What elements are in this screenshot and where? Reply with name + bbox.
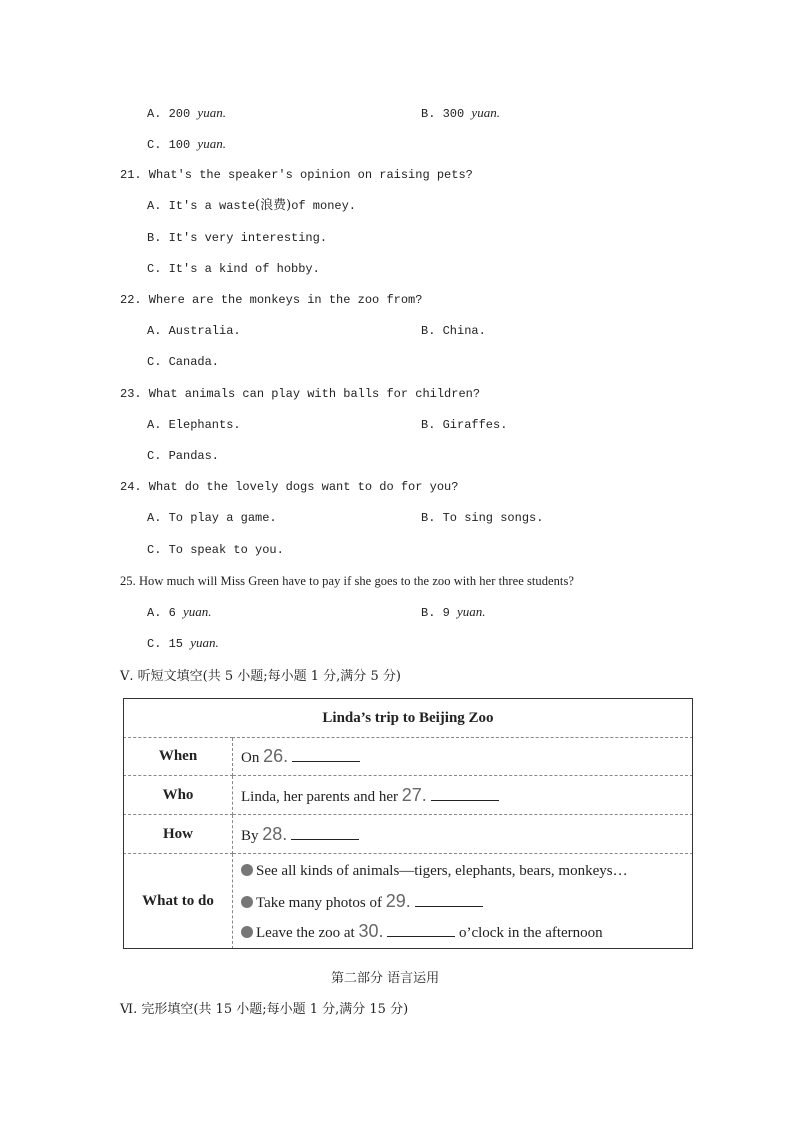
question-22: 22. Where are the monkeys in the zoo from? — [120, 293, 423, 307]
table-title: Linda’s trip to Beijing Zoo — [124, 699, 693, 738]
table-row — [124, 776, 693, 815]
blank-number: 30. — [358, 921, 384, 941]
answer-blank — [292, 747, 360, 762]
row-value-when: On 26. — [233, 738, 693, 776]
option-a: A. To play a game. — [147, 511, 277, 525]
blank-number: 26. — [263, 746, 289, 766]
table-row — [124, 815, 693, 854]
option-c: C. It's a kind of hobby. — [147, 262, 320, 276]
option-a: A. 6 yuan. — [147, 604, 212, 620]
option-a: A. It's a waste(浪费)of money. — [147, 198, 356, 213]
row-value-how: By 28. — [233, 815, 693, 854]
option-c: C. 15 yuan. — [147, 635, 219, 651]
row-label-who: Who — [124, 776, 233, 815]
trip-table — [123, 698, 693, 949]
blank-number: 27. — [401, 784, 427, 805]
option-b: B. 300 yuan. — [421, 105, 500, 121]
part-heading: 第二部分 语言运用 — [331, 971, 440, 986]
blank-number: 28. — [262, 823, 288, 844]
row-label-what-to-do: What to do — [124, 854, 233, 949]
question-25: 25. How much will Miss Green have to pay if she goes to the zoo with her three students? — [120, 574, 574, 588]
bullet-icon — [241, 926, 253, 938]
row-label-when: When — [124, 738, 233, 776]
answer-blank — [291, 825, 359, 840]
todo-item: Take many photos of 29. — [241, 886, 684, 916]
option-c: C. 100 yuan. — [147, 136, 226, 152]
todo-item: See all kinds of animals—tigers, elephants, bears, monkeys… — [241, 856, 684, 886]
answer-blank — [431, 786, 499, 801]
row-value-what-to-do — [233, 854, 693, 949]
question-23: 23. What animals can play with balls for children? — [120, 387, 481, 401]
todo-item: Leave the zoo at 30. o’clock in the afternoon — [241, 916, 684, 946]
section-heading: Ⅵ. 完形填空(共 15 小题;每小题 1 分,满分 15 分) — [120, 1002, 409, 1017]
section-heading: Ⅴ. 听短文填空(共 5 小题;每小题 1 分,满分 5 分) — [120, 669, 401, 684]
option-b: B. Giraffes. — [421, 418, 508, 432]
bullet-icon — [241, 864, 253, 876]
blank-number: 29. — [385, 891, 411, 911]
option-a: A. Australia. — [147, 324, 241, 338]
option-a: A. 200 yuan. — [147, 105, 226, 121]
answer-blank — [415, 892, 483, 907]
option-c: C. Pandas. — [147, 449, 220, 463]
row-value-who: Linda, her parents and her 27. — [233, 776, 693, 815]
table-row — [124, 854, 693, 949]
option-b: B. 9 yuan. — [421, 604, 486, 620]
question-24: 24. What do the lovely dogs want to do for you? — [120, 480, 459, 494]
table-row — [124, 738, 693, 776]
option-b: B. China. — [421, 324, 486, 338]
option-a: A. Elephants. — [147, 418, 241, 432]
row-label-how: How — [124, 815, 233, 854]
bullet-icon — [241, 896, 253, 908]
question-21: 21. What's the speaker's opinion on raising pets? — [120, 168, 473, 182]
option-c: C. Canada. — [147, 355, 220, 369]
option-b: B. It's very interesting. — [147, 231, 328, 245]
answer-blank — [387, 922, 455, 937]
table-title-row — [124, 699, 693, 738]
option-c: C. To speak to you. — [147, 543, 284, 557]
option-b: B. To sing songs. — [421, 511, 544, 525]
